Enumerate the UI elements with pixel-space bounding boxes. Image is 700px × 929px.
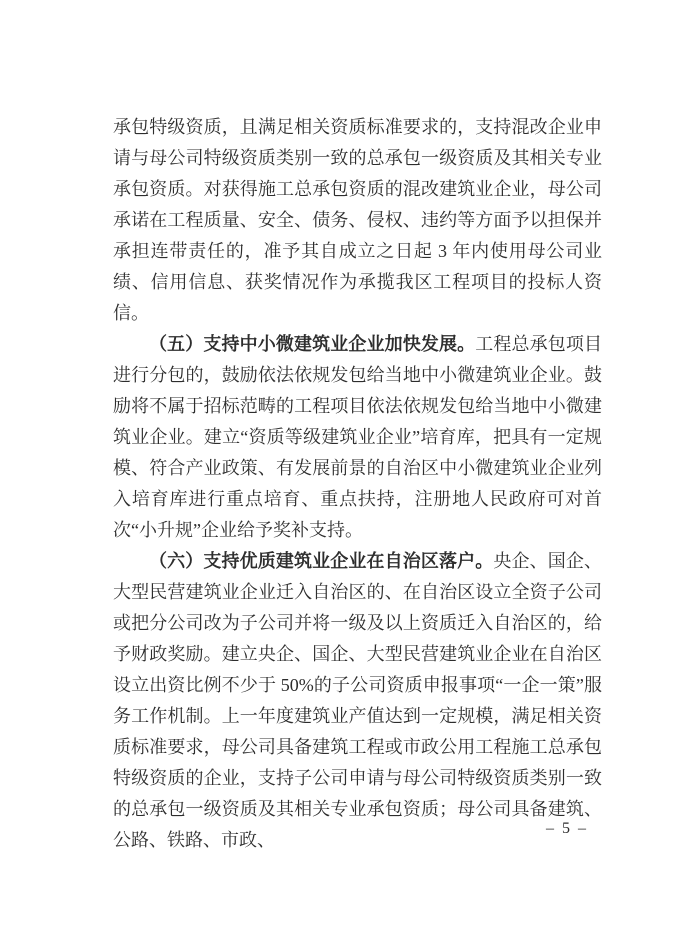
continuation-paragraph bbox=[113, 112, 602, 329]
page-number: – 5 – bbox=[546, 820, 588, 837]
item-5-paragraph bbox=[113, 329, 602, 546]
paragraph-body-text: 承包特级资质，且满足相关资质标准要求的，支持混改企业申请与母公司特级资质类别一致的总承包一级资质及其相关专业承包资质。对获得施工总承包资质的混改建筑业企业，母公司承诺在工程质量、安全、债务、侵权、违约等方面予以担保并承担连带责任的，准予其自成立之日起 3 年内使用母公司业绩、信用信息、获奖情况作为承揽我区工程项目的投标人资信。 bbox=[113, 117, 602, 323]
paragraph-body-text: 央企、国企、大型民营建筑业企业迁入自治区的、在自治区设立全资子公司或把分公司改为子公司并将一级及以上资质迁入自治区的，给予财政奖励。建立央企、国企、大型民营建筑业企业在自治区设立出资比例不少于 50%的子公司资质申报事项“一企一策”服务工作机制。上一年度建筑业产值达到一定规模，满足相关资质标准要求，母公司具备建筑工程或市政公用工程施工总承包特级资质的企业，支持子公司申请与母公司特级资质类别一致的总承包一级资质及其相关专业承包资质；母公司具备建筑、公路、铁路、市政、 bbox=[113, 551, 602, 850]
item-6-paragraph bbox=[113, 546, 602, 856]
item-5-heading: （五）支持中小微建筑业企业加快发展。 bbox=[149, 334, 476, 354]
document-text-block bbox=[113, 112, 602, 856]
paragraph-body-text: 工程总承包项目进行分包的，鼓励依法依规发包给当地中小微建筑业企业。鼓励将不属于招标范畴的工程项目依法依规发包给当地中小微建筑业企业。建立“资质等级建筑业企业”培育库，把具有一定规模、符合产业政策、有发展前景的自治区中小微建筑业企业列入培育库进行重点培育、重点扶持，注册地人民政府可对首次“小升规”企业给予奖补支持。 bbox=[113, 334, 602, 540]
item-6-heading: （六）支持优质建筑业企业在自治区落户。 bbox=[149, 551, 494, 571]
